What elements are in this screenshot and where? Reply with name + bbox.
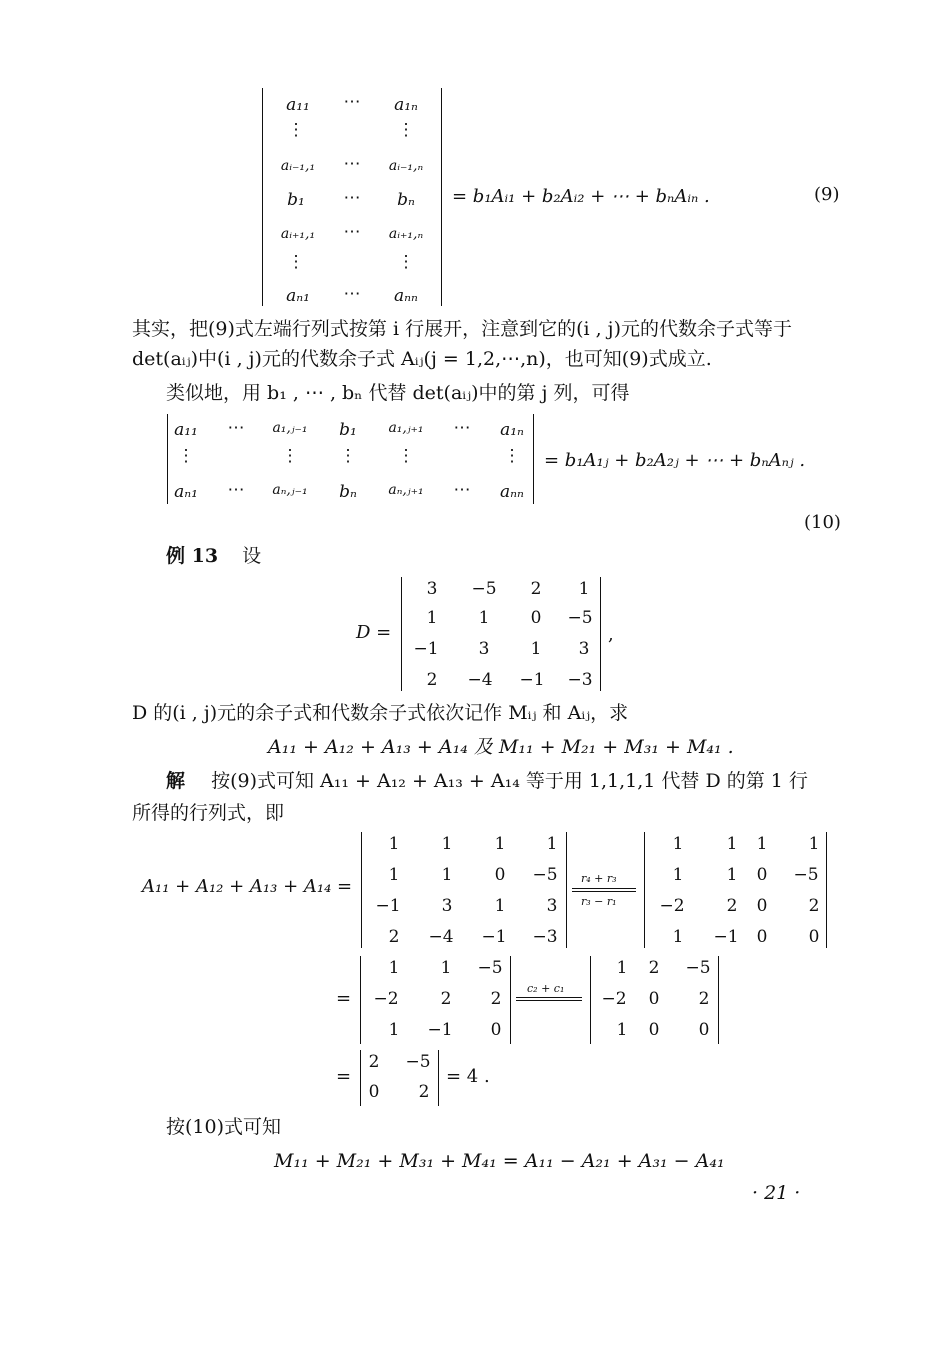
matrix-cell: −5 bbox=[477, 958, 503, 978]
operation-line bbox=[572, 891, 636, 892]
matrix-cell: −5 bbox=[471, 579, 497, 599]
matrix-cell: 2 bbox=[418, 1082, 430, 1102]
matrix-cell: 1 bbox=[426, 608, 438, 628]
matrix-cell: aᵢ₋₁,ₙ bbox=[388, 158, 424, 174]
matrix-cell: 1 bbox=[756, 834, 768, 854]
matrix-cell: 1 bbox=[578, 579, 590, 599]
matrix-cell: aᵢ₊₁,₁ bbox=[280, 226, 316, 242]
matrix-cell: aₙ,ⱼ₋₁ bbox=[272, 482, 308, 498]
target-formula: A₁₁ + A₁₂ + A₁₃ + A₁₄ 及 M₁₁ + M₂₁ + M₃₁ + M₄₁ . bbox=[268, 736, 734, 758]
matrix-cell: −5 bbox=[567, 608, 593, 628]
solution-label: 解 bbox=[166, 770, 186, 792]
matrix-cell: 1 bbox=[672, 834, 684, 854]
matrix-cell: 1 bbox=[672, 865, 684, 885]
matrix-cell: 3 bbox=[578, 639, 590, 659]
matrix-cell: ⋯ bbox=[227, 480, 245, 500]
matrix-cell: 3 bbox=[478, 639, 490, 659]
matrix-cell: aₙ₁ bbox=[286, 286, 310, 306]
matrix-cell: ⋮ bbox=[177, 446, 195, 466]
equals-sign: = bbox=[336, 988, 352, 1009]
matrix-cell: 0 bbox=[808, 927, 820, 947]
matrix-cell: a₁₁ bbox=[286, 95, 310, 115]
matrix-cell: 1 bbox=[441, 834, 453, 854]
matrix-cell: 1 bbox=[440, 958, 452, 978]
matrix-cell: 0 bbox=[648, 989, 660, 1009]
equation-rhs: = b₁A₁ⱼ + b₂A₂ⱼ + ⋯ + bₙAₙⱼ . bbox=[544, 450, 806, 471]
matrix-cell: ⋮ bbox=[397, 446, 415, 466]
matrix-cell: 1 bbox=[672, 927, 684, 947]
matrix-cell: 2 bbox=[648, 958, 660, 978]
matrix-cell: ⋯ bbox=[343, 188, 361, 208]
matrix-cell: ⋯ bbox=[453, 480, 471, 500]
matrix-cell: 0 bbox=[756, 896, 768, 916]
matrix-cell: 1 bbox=[388, 865, 400, 885]
solution-text: 按(9)式可知 A₁₁ + A₁₂ + A₁₃ + A₁₄ 等于用 1,1,1,1 代替 D 的第 1 行 bbox=[211, 770, 808, 792]
equals-sign: = bbox=[336, 1066, 352, 1087]
matrix-cell: −4 bbox=[467, 670, 493, 690]
solution-lhs: A₁₁ + A₁₂ + A₁₃ + A₁₄ = bbox=[142, 876, 353, 897]
matrix-cell: 2 bbox=[808, 896, 820, 916]
matrix-cell: ⋮ bbox=[287, 120, 305, 140]
result-value: = 4 . bbox=[446, 1066, 490, 1087]
matrix-cell: a₁,ⱼ₊₁ bbox=[388, 420, 424, 436]
matrix-cell: −1 bbox=[413, 639, 439, 659]
matrix-cell: ⋯ bbox=[343, 284, 361, 304]
matrix-cell: ⋯ bbox=[343, 222, 361, 242]
matrix-cell: 1 bbox=[494, 834, 506, 854]
matrix-cell: −2 bbox=[601, 989, 627, 1009]
det-left-bar bbox=[361, 832, 362, 948]
matrix-cell: ⋯ bbox=[343, 92, 361, 112]
matrix-cell: 1 bbox=[388, 1020, 400, 1040]
matrix-cell: 1 bbox=[616, 958, 628, 978]
matrix-cell: ⋯ bbox=[453, 418, 471, 438]
matrix-cell: 0 bbox=[490, 1020, 502, 1040]
det-right-bar bbox=[441, 88, 442, 306]
matrix-cell: 1 bbox=[494, 896, 506, 916]
matrix-cell: 1 bbox=[808, 834, 820, 854]
matrix-cell: bₙ bbox=[339, 482, 357, 502]
matrix-cell: 1 bbox=[441, 865, 453, 885]
operation-bottom: r₃ − r₁ bbox=[581, 895, 617, 908]
matrix-cell: aₙₙ bbox=[394, 286, 418, 306]
det-left-bar bbox=[262, 88, 263, 306]
paragraph-line: D 的(i , j)元的余子式和代数余子式依次记作 Mᵢⱼ 和 Aᵢⱼ，求 bbox=[132, 702, 629, 724]
matrix-cell: ⋯ bbox=[227, 418, 245, 438]
paragraph-line: 其实，把(9)式左端行列式按第 i 行展开，注意到它的(i , j)元的代数余子式等于 bbox=[132, 318, 792, 340]
operation-top: c₂ + c₁ bbox=[527, 982, 565, 995]
matrix-cell: 0 bbox=[756, 927, 768, 947]
matrix-cell: 2 bbox=[490, 989, 502, 1009]
matrix-cell: −5 bbox=[793, 865, 819, 885]
matrix-cell: −1 bbox=[713, 927, 739, 947]
matrix-cell: 2 bbox=[426, 670, 438, 690]
det-left-bar bbox=[644, 832, 645, 948]
matrix-cell: 1 bbox=[616, 1020, 628, 1040]
matrix-cell: −4 bbox=[428, 927, 454, 947]
matrix-cell: 1 bbox=[388, 834, 400, 854]
matrix-cell: aᵢ₊₁,ₙ bbox=[388, 226, 424, 242]
paragraph-line: det(aᵢⱼ)中(i , j)元的代数余子式 Aᵢⱼ(j = 1,2,⋯,n)，也可知(9)式成立. bbox=[132, 348, 712, 370]
operation-top: r₄ + r₃ bbox=[581, 872, 617, 885]
matrix-cell: ⋮ bbox=[503, 446, 521, 466]
matrix-cell: −5 bbox=[405, 1052, 431, 1072]
final-formula: M₁₁ + M₂₁ + M₃₁ + M₄₁ = A₁₁ − A₂₁ + A₃₁ − A₄₁ bbox=[274, 1150, 725, 1172]
matrix-cell: 2 bbox=[368, 1052, 380, 1072]
equation-tag: (10) bbox=[804, 512, 841, 533]
matrix-cell: 1 bbox=[478, 608, 490, 628]
operation-line bbox=[572, 888, 636, 889]
matrix-cell: bₙ bbox=[397, 190, 415, 210]
matrix-cell: aₙₙ bbox=[500, 482, 524, 502]
matrix-cell: 2 bbox=[698, 989, 710, 1009]
paragraph-line: 类似地，用 b₁ , ⋯ , bₙ 代替 det(aᵢⱼ)中的第 j 列，可得 bbox=[166, 382, 630, 404]
equation-rhs: = b₁Aᵢ₁ + b₂Aᵢ₂ + ⋯ + bₙAᵢₙ . bbox=[452, 186, 710, 207]
matrix-cell: 3 bbox=[546, 896, 558, 916]
matrix-cell: −1 bbox=[375, 896, 401, 916]
matrix-cell: 0 bbox=[648, 1020, 660, 1040]
matrix-cell: b₁ bbox=[339, 420, 357, 440]
matrix-cell: 1 bbox=[546, 834, 558, 854]
page-number: · 21 · bbox=[752, 1182, 801, 1204]
matrix-cell: 0 bbox=[494, 865, 506, 885]
matrix-cell: −2 bbox=[659, 896, 685, 916]
matrix-cell: −2 bbox=[373, 989, 399, 1009]
matrix-cell: 1 bbox=[726, 865, 738, 885]
matrix-cell: 3 bbox=[426, 579, 438, 599]
matrix-cell: 2 bbox=[388, 927, 400, 947]
matrix-cell: −5 bbox=[532, 865, 558, 885]
paragraph-line: 按(10)式可知 bbox=[166, 1116, 282, 1138]
example-intro: 设 bbox=[242, 545, 262, 567]
matrix-cell: 0 bbox=[756, 865, 768, 885]
operation-line bbox=[516, 997, 582, 998]
matrix-cell: ⋮ bbox=[397, 120, 415, 140]
matrix-cell: 0 bbox=[530, 608, 542, 628]
matrix-cell: ⋮ bbox=[281, 446, 299, 466]
matrix-cell: 3 bbox=[441, 896, 453, 916]
matrix-cell: −1 bbox=[481, 927, 507, 947]
example-heading bbox=[166, 541, 261, 571]
matrix-cell: aᵢ₋₁,₁ bbox=[280, 158, 316, 174]
matrix-cell: 2 bbox=[530, 579, 542, 599]
matrix-cell: −5 bbox=[685, 958, 711, 978]
matrix-cell: 1 bbox=[726, 834, 738, 854]
matrix-cell: ⋮ bbox=[339, 446, 357, 466]
matrix-cell: ⋮ bbox=[397, 252, 415, 272]
paragraph-line: 所得的行列式，即 bbox=[132, 802, 285, 824]
matrix-cell: ⋯ bbox=[343, 154, 361, 174]
operation-line bbox=[516, 1000, 582, 1001]
det-comma: , bbox=[608, 624, 614, 645]
matrix-cell: a₁ₙ bbox=[500, 420, 524, 440]
matrix-cell: a₁ₙ bbox=[394, 95, 418, 115]
matrix-cell: a₁₁ bbox=[174, 420, 198, 440]
matrix-cell: 0 bbox=[698, 1020, 710, 1040]
matrix-cell: −1 bbox=[427, 1020, 453, 1040]
matrix-cell: 2 bbox=[726, 896, 738, 916]
matrix-cell: 1 bbox=[530, 639, 542, 659]
matrix-cell: aₙ,ⱼ₊₁ bbox=[388, 482, 424, 498]
matrix-cell: −3 bbox=[567, 670, 593, 690]
matrix-cell: −1 bbox=[519, 670, 545, 690]
matrix-cell: ⋮ bbox=[287, 252, 305, 272]
matrix-cell: −3 bbox=[532, 927, 558, 947]
det-label: D = bbox=[356, 622, 392, 643]
matrix-cell: aₙ₁ bbox=[174, 482, 198, 502]
matrix-cell: 2 bbox=[440, 989, 452, 1009]
matrix-cell: 0 bbox=[368, 1082, 380, 1102]
matrix-cell: b₁ bbox=[287, 190, 305, 210]
matrix-cell: 1 bbox=[388, 958, 400, 978]
solution-line bbox=[166, 766, 808, 796]
equation-tag: (9) bbox=[814, 184, 840, 205]
matrix-cell: a₁,ⱼ₋₁ bbox=[272, 420, 308, 436]
example-label: 例 13 bbox=[166, 545, 219, 567]
